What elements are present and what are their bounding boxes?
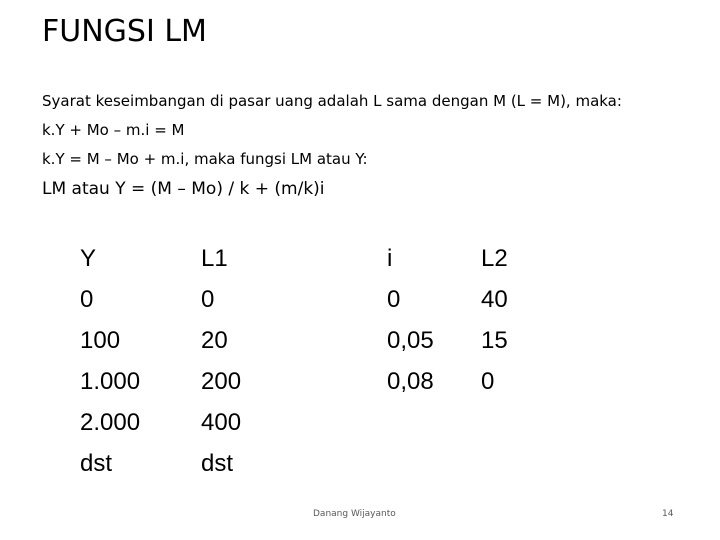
column-l2 — [481, 238, 508, 402]
table-cell: 0 — [481, 368, 495, 395]
page-number: 14 — [662, 509, 674, 519]
table-cell: 1.000 — [80, 368, 141, 395]
table-cell: 100 — [80, 327, 121, 354]
column-header: L2 — [481, 245, 508, 272]
footer-author: Danang Wijayanto — [313, 509, 396, 519]
column-y — [80, 238, 140, 484]
table-cell: 20 — [201, 327, 228, 354]
table-cell: dst — [201, 450, 234, 477]
table-cell: 0 — [387, 286, 401, 313]
table-cell: 0,05 — [387, 327, 434, 354]
table-cell: 40 — [481, 286, 508, 313]
table-cell: 0 — [201, 286, 215, 313]
column-header: i — [387, 245, 393, 272]
condition-text: Syarat keseimbangan di pasar uang adalah L sama dengan M (L = M), maka: — [42, 92, 622, 110]
table-cell: 2.000 — [80, 409, 141, 436]
table-cell: dst — [80, 450, 113, 477]
slide-title: FUNGSI LM — [42, 14, 207, 49]
column-i — [387, 238, 434, 402]
table-cell: 15 — [481, 327, 508, 354]
column-l1 — [201, 238, 241, 484]
table-cell: 0 — [80, 286, 94, 313]
equation-line-1: k.Y + Mo – m.i = M — [42, 121, 185, 139]
equation-line-2: k.Y = M – Mo + m.i, maka fungsi LM atau Y: — [42, 150, 368, 168]
column-header: L1 — [201, 245, 228, 272]
table-cell: 400 — [201, 409, 242, 436]
table-cell: 0,08 — [387, 368, 434, 395]
column-header: Y — [80, 245, 97, 272]
lm-formula: LM atau Y = (M – Mo) / k + (m/k)i — [42, 179, 325, 199]
table-cell: 200 — [201, 368, 242, 395]
